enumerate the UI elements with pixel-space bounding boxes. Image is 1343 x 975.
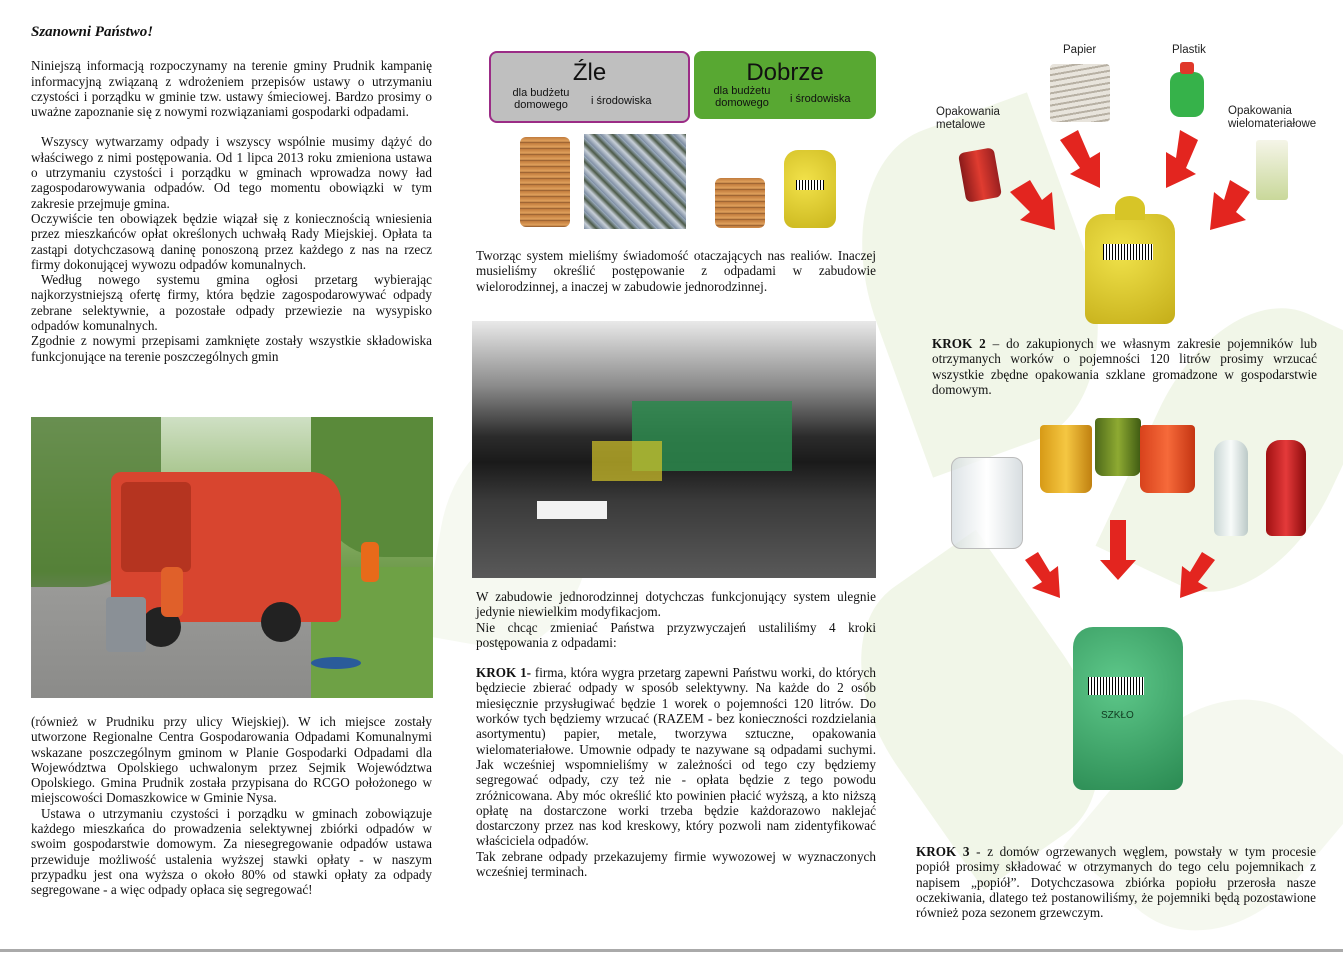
column-left-bottom xyxy=(31,714,432,898)
bad-subtitle-env: i środowiska xyxy=(591,95,652,107)
carton-image xyxy=(1256,140,1288,200)
arrow-icon xyxy=(1180,552,1215,598)
arrow-icon xyxy=(1210,180,1250,230)
good-subtitle-env: i środowiska xyxy=(790,93,851,105)
paragraph: W zabudowie jednorodzinnej dotychczas funkcjonujący system ulegnie jedynie niewielkim modyfikacjom. xyxy=(476,589,876,620)
arrow-icon xyxy=(1100,520,1136,580)
arrow-icon xyxy=(1025,552,1060,598)
krok3-paragraph xyxy=(916,844,1316,920)
paragraph: Zgodnie z nowymi przepisami zamknięte zostały wszystkie składowiska funkcjonujące na terenie poszczególnych gmin xyxy=(31,333,432,364)
krok1-label: KROK 1- xyxy=(476,665,532,681)
yellow-glass-image xyxy=(1040,425,1092,493)
newspapers-image xyxy=(1050,64,1110,122)
column-middle-top xyxy=(476,248,876,294)
paragraph: Według nowego systemu gmina ogłosi przetarg wybierając najkorzystniejszą ofertę firmy, która będzie zagospodarowywać odpady zebrane selektywnie, a pozostałe odpady przewiezie na wysypisko odpadów komunalnych. xyxy=(31,272,432,334)
garbage-truck-photo xyxy=(31,417,433,698)
krok1-text: firma, która wygra przetarg zapewni Państwu worki, do których będziecie zbierać odpady w sposób selektywny. Na każde do 2 osób miesięcznie przysługiwać będzie 1 worek o pojemności 120 litrów. Do worków tych będziemy wrzucać (RAZEM - bez konieczności rozdzielania asortymentu) papier, metale, tworzywa sztuczne, opakowania wielomateriałowe. Umownie odpady te nazywane są odpadami suchymi. Jak wcześniej wspomnieliśmy w zależności od tego czy będziemy segregować odpady, czy też nie - opłata będzie z tego powodu zróżnicowana. Aby móc określić kto powinien płacić wyższą, a kto niższą opłatę na dostarczone worki trzeba będzie każdorazowo naklejać dostarczony przez nas kod kreskowy, który pozwoli nam zidentyfikować właściciela odpadów. xyxy=(476,665,876,849)
krok1-paragraph xyxy=(476,665,876,849)
paragraph: Tworząc system mieliśmy świadomość otaczających nas realiów. Inaczej musieliśmy określić postępowanie z odpadami w zabudowie wielorodzinnej, a inaczej w zabudowie jednorodzinnej. xyxy=(476,248,876,294)
orange-glass-image xyxy=(1140,425,1195,493)
coins-stack-small-image xyxy=(710,178,770,228)
label-papier: Papier xyxy=(1063,44,1097,56)
plastic-bottle-image xyxy=(1160,62,1212,117)
yellow-bag-image xyxy=(1085,196,1175,324)
red-bottle-image xyxy=(1266,440,1306,536)
column-left xyxy=(31,25,432,364)
krok2-label: KROK 2 xyxy=(932,336,986,351)
column-right-krok3 xyxy=(916,844,1316,920)
paragraph: (również w Prudniku przy ulicy Wiejskiej). W ich miejsce zostały utworzone Regionalne Centra Gospodarowania Odpadami Komunalnymi wskazane poszczególnym gminom w Planie Gospodarki Odpadami dla Województwa Opolskiego uchwalonym przez Sejmik Województwa Opolskiego. Gmina Prudnik została przypisana do RCGO położonego w miejscowości Domaszkowice w Gminie Nysa. xyxy=(31,714,432,806)
label-metal: Opakowania metalowe xyxy=(936,106,1000,131)
arrow-icon xyxy=(1166,130,1198,188)
landfill-photo xyxy=(584,134,686,229)
bad-subtitle-budget: dla budżetu domowego xyxy=(512,87,570,111)
label-wielomaterialowe: Opakowania wielomateriałowe xyxy=(1228,105,1317,130)
glass-jar-image xyxy=(951,457,1023,549)
good-subtitle-budget: dla budżetu domowego xyxy=(713,85,771,109)
label-plastik: Plastik xyxy=(1172,44,1206,56)
column-right-krok2 xyxy=(932,336,1317,397)
paragraph: Oczywiście ten obowiązek będzie wiązał się z koniecznością wniesienia przez mieszkańców opłat określonych uchwałą Rady Miejskiej. Opłata ta zastąpi dotychczasową daninę ponoszoną przez każdego z nas na rzecz firmy dokonującej wywozu odpadów komunalnych. xyxy=(31,210,432,272)
bad-title: Źle xyxy=(572,59,607,86)
sorting-facility-photo xyxy=(472,321,876,578)
green-glass-bag-image xyxy=(1073,615,1183,790)
good-banner xyxy=(694,51,876,119)
krok2-paragraph xyxy=(932,336,1317,397)
krok3-label: KROK 3 xyxy=(916,844,970,859)
bad-banner xyxy=(489,51,690,123)
paragraph: Wszyscy wytwarzamy odpady i wszyscy wspólnie musimy dążyć do właściwego z nimi postępowania. Od 1 lipca 2013 roku zmieniona ustawa o utrzymaniu czystości i porządku w gminach wprowadza nowy ład zagospodarowywania odpadów. Od tego momentu obowiązki w tym zakresie przejmuje gmina. xyxy=(31,134,432,211)
arrow-icon xyxy=(1060,130,1100,188)
yellow-bag-small-image xyxy=(780,140,840,228)
krok2-text: – do zakupionych we własnym zakresie pojemników lub otrzymanych worków o pojemności 120 litrów prosimy wrzucać wszystkie zbędne opakowania szklane gromadzone w gospodarstwie domowym. xyxy=(932,336,1317,397)
coins-stack-large-image xyxy=(515,137,575,227)
green-glass-image xyxy=(1095,418,1141,476)
krok3-text: - z domów ogrzewanych węglem, powstały w tym procesie popiół prosimy składować w otrzymanych do tego celu pojemnikach z napisem „popiół”. Dotychczasowa zbiórka popiołu przerosła nasze oczekiwania, dlatego też postanowiliśmy, że pojemniki będą pozostawione również poza sezonem grzewczym. xyxy=(916,844,1316,921)
paragraph: Nie chcąc zmieniać Państwa przyzwyczajeń ustaliliśmy 4 kroki postępowania z odpadami: xyxy=(476,619,876,650)
bag-label: SZKŁO xyxy=(1101,710,1134,721)
red-arrows-lower xyxy=(1020,520,1220,600)
column-middle xyxy=(476,589,876,879)
greeting-title: Szanowni Państwo! xyxy=(31,24,154,40)
paragraph: Tak zebrane odpady przekazujemy firmie wywozowej w wyznaczonych wcześniej terminach. xyxy=(476,848,876,880)
intro-paragraph: Niniejszą informacją rozpoczynamy na terenie gminy Prudnik kampanię informacyjną związaną z wdrożeniem przepisów ustawy o utrzymaniu czystości i porządku w gminie tzw. ustawy śmieciowej. Bardzo prosimy o uważne zapoznanie się z nowymi rozwiązaniami gospodarki odpadami. xyxy=(31,58,432,120)
arrow-icon xyxy=(1010,180,1055,230)
good-title: Dobrze xyxy=(746,59,824,86)
paragraph: Ustawa o utrzymaniu czystości i porządku w gminach zobowiązuje każdego mieszkańca do prowadzenia selektywnej zbiórki odpadów w swoim gospodarstwie domowym. Za niesegregowanie odpadów ustawa przewiduje możliwość ustalenia wyższej stawki opłaty - w naszym przypadku jest ona wyższa o około 80% od stawki opłaty za odpady segregowane - a więc odpady opłaca się segregować! xyxy=(31,805,432,898)
